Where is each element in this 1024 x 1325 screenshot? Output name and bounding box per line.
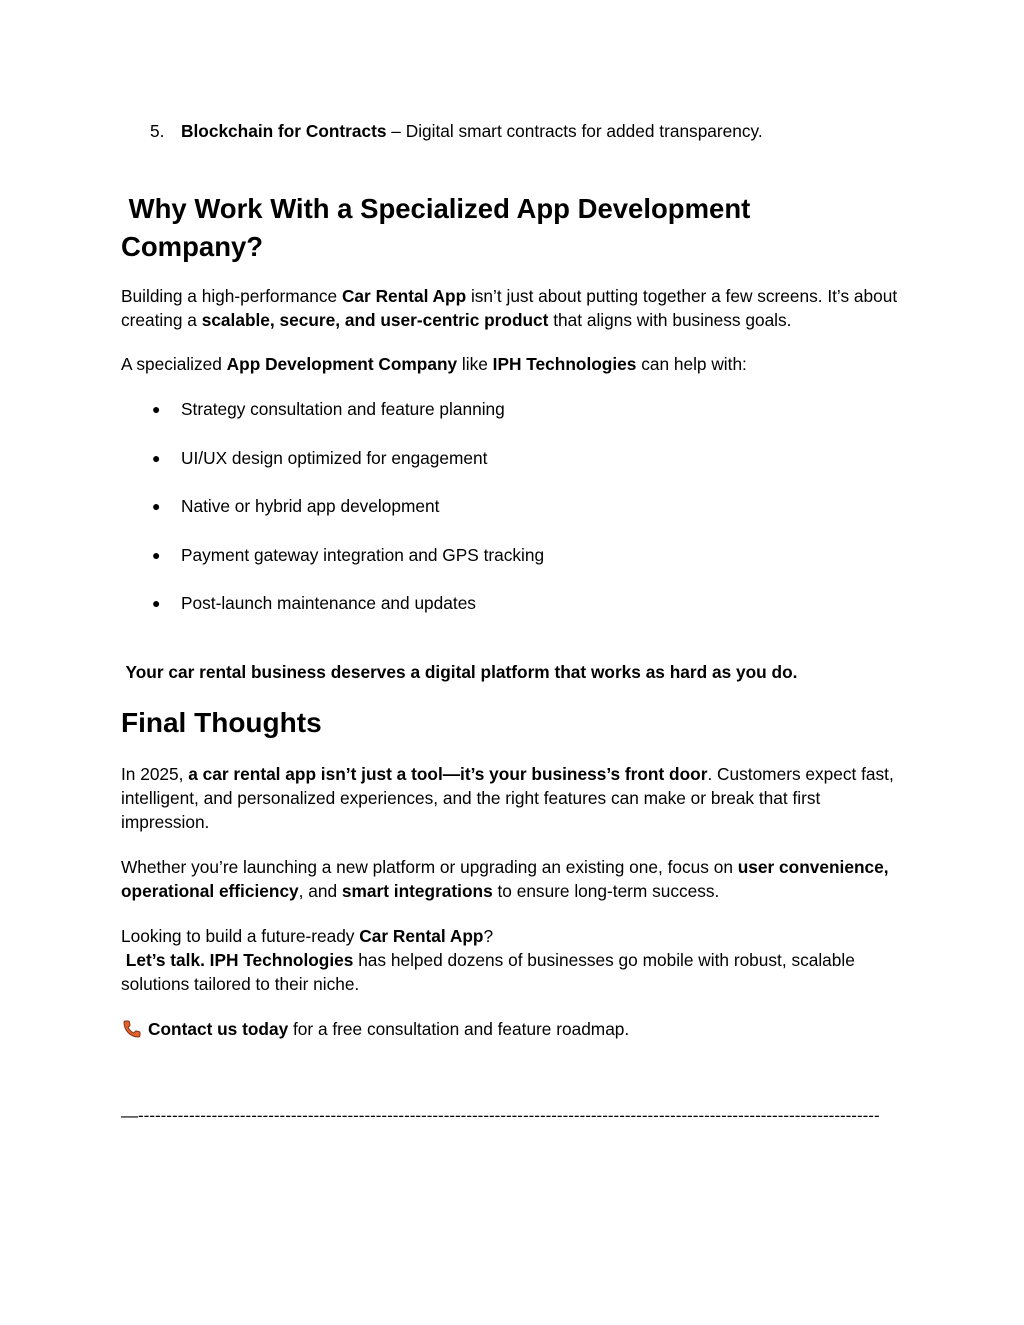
bold-run: a car rental app isn’t just a tool—it’s your business’s front door xyxy=(188,764,708,784)
text-run: In 2025, xyxy=(121,764,189,784)
list-item xyxy=(0,543,1000,592)
text-run: Whether you’re launching a new platform or upgrading an existing one, focus on xyxy=(121,857,738,877)
list-item-text xyxy=(181,119,763,143)
bold-run: App Development Company xyxy=(226,354,458,374)
section-heading: Why Work With a Specialized App Development Company? xyxy=(121,193,758,262)
bullet-label: Post-launch maintenance and updates xyxy=(181,593,476,613)
text-run: for a free consultation and feature roadmap. xyxy=(288,1019,630,1039)
bold-run: user convenience, operational efficiency xyxy=(121,857,889,901)
bullet-dot: ● xyxy=(152,595,161,611)
text-run: can help with: xyxy=(636,354,747,374)
bold-run: scalable, secure, and user-centric product xyxy=(201,310,549,330)
bold-run: Let’s talk. IPH Technologies xyxy=(121,950,354,970)
bullet-dot: ● xyxy=(152,498,161,514)
list-item xyxy=(0,446,1000,495)
final-paragraph-3 xyxy=(121,924,911,996)
bullet-dot: ● xyxy=(152,449,161,466)
list-item xyxy=(0,397,1000,446)
list-item xyxy=(0,591,1000,640)
final-paragraph-1 xyxy=(121,762,911,834)
phone-icon xyxy=(121,1019,143,1039)
contact-line xyxy=(121,1017,911,1041)
contact-cta: Contact us today xyxy=(148,1019,289,1039)
text-run: that aligns with business goals. xyxy=(548,310,792,330)
text-run: Looking to build a future-ready xyxy=(121,926,360,946)
text-run: , and xyxy=(298,881,342,901)
bold-run: smart integrations xyxy=(341,881,493,901)
bold-run: IPH Technologies xyxy=(492,354,637,374)
text-run: has helped dozens of businesses go mobile with robust, scalable solutions tailored to their niche. xyxy=(121,950,855,994)
bullet-label: Native or hybrid app development xyxy=(181,496,440,516)
text-run: ? xyxy=(483,926,494,946)
final-thoughts-heading: Final Thoughts xyxy=(121,707,322,738)
list-number: 5. xyxy=(150,121,165,141)
text-run: like xyxy=(457,354,493,374)
help-paragraph xyxy=(121,352,911,376)
bullet-dot: ● xyxy=(152,401,161,417)
final-paragraph-2 xyxy=(121,855,911,903)
text-run: A specialized xyxy=(121,354,227,374)
list-item-description: – Digital smart contracts for added transparency. xyxy=(386,121,763,141)
bullet-list xyxy=(0,397,1000,640)
tagline: Your car rental business deserves a digital platform that works as hard as you do. xyxy=(121,662,798,682)
intro-paragraph xyxy=(121,284,911,332)
text-run: to ensure long-term success. xyxy=(492,881,720,901)
bullet-dot: ● xyxy=(152,546,161,563)
dashed-divider: —----------------------------------------------------------------------------------------------------------------------------------- xyxy=(121,1106,880,1125)
bold-run: Car Rental App xyxy=(359,926,484,946)
bullet-label: Payment gateway integration and GPS tracking xyxy=(181,544,545,565)
bullet-label: UI/UX design optimized for engagement xyxy=(181,447,488,468)
bullet-label: Strategy consultation and feature planning xyxy=(181,399,505,419)
list-item-bold: Blockchain for Contracts xyxy=(181,121,387,141)
text-run: Building a high-performance xyxy=(121,286,342,306)
bold-run: Car Rental App xyxy=(341,286,467,306)
text-run: isn’t just about putting together a few screens. It’s about creating a xyxy=(121,286,898,330)
list-item xyxy=(0,494,1000,543)
text-run: . Customers expect fast, intelligent, and personalized experiences, and the right features can make or break that first impression. xyxy=(121,764,894,832)
